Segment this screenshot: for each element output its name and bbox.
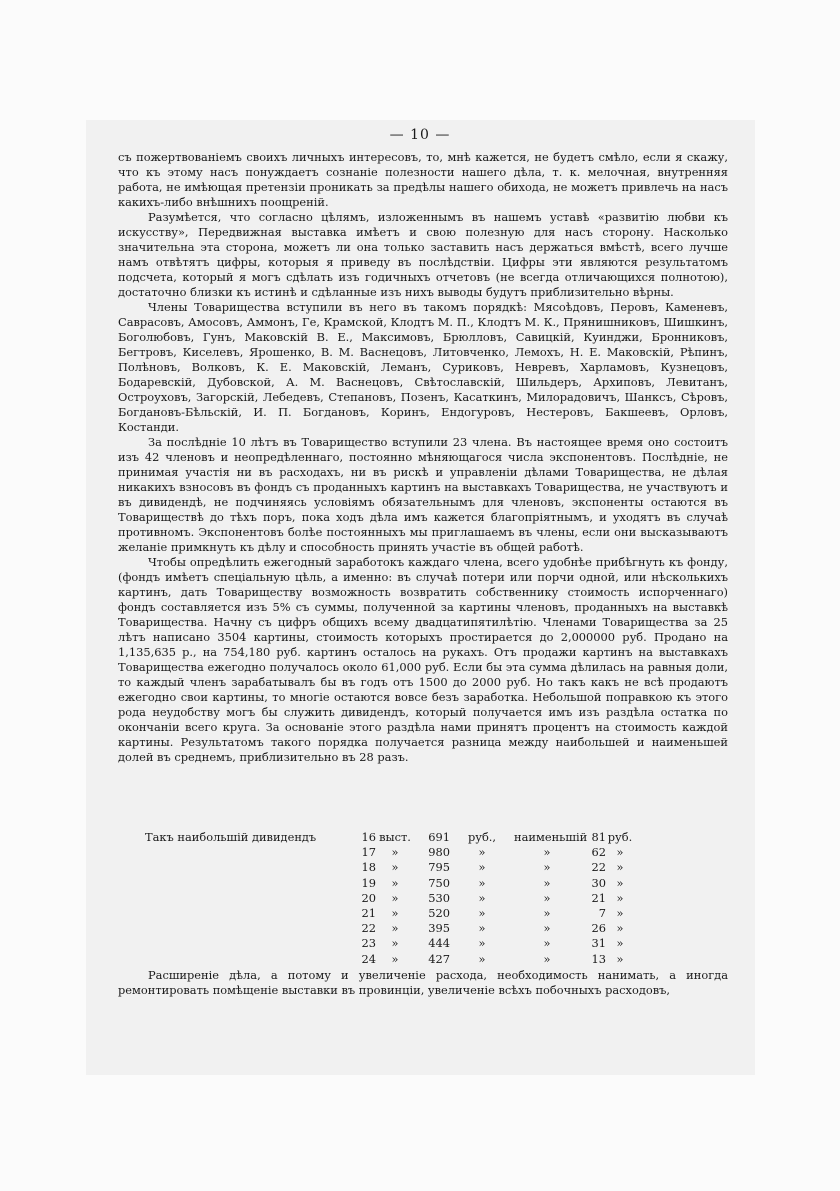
exhibition-number: 23 [361, 936, 376, 951]
min-dividend: 13 [591, 951, 606, 966]
table-row [145, 830, 634, 845]
min-dividend: 81 [591, 830, 606, 844]
max-dividend: 520 [428, 906, 450, 921]
ditto-mark: » [478, 936, 486, 951]
paragraph: За послѣдніе 10 лѣтъ въ Товарищество вступили 23 члена. Въ настоящее время оно состоитъ изъ 42 членовъ и неопредѣленнаго, постоянно мѣняющагося числа экспонентовъ. Послѣдніе, не принимая участія ни въ расходахъ, ни въ рискѣ и управленіи дѣлами Товарищества, не дѣлая никакихъ взносовъ въ фондъ съ проданныхъ картинъ на выставкахъ Товарищества, не участвуютъ и въ дивидендѣ, не подчиняясь условіямъ обязательнымъ для членовъ, экспоненты остаются въ Товариществѣ до тѣхъ поръ, пока ходъ дѣла имъ кажется благопріятнымъ, и уходятъ въ случаѣ противномъ. Экспонентовъ болѣе постоянныхъ мы приглашаемъ въ члены, если они высказываютъ желаніе примкнуть къ дѣлу и способность принять участіе въ общей работѣ. [118, 435, 728, 554]
ditto-mark: » [616, 890, 624, 905]
min-dividend: 26 [591, 921, 606, 936]
max-dividend: 795 [428, 860, 450, 875]
ditto-mark: » [478, 875, 486, 890]
max-dividend: 980 [428, 845, 450, 860]
max-dividend: 691 [428, 830, 450, 844]
table-row [145, 921, 634, 936]
dividend-table [145, 830, 634, 967]
ditto-mark: » [616, 951, 624, 966]
paragraph: Члены Товарищества вступили въ него въ такомъ порядкѣ: Мясоѣдовъ, Перовъ, Каменевъ, Саврасовъ, Амосовъ, Аммонъ, Ге, Крамской, Клодтъ М. П., Клодтъ М. К., Прянишниковъ, Шишкинъ, Боголюбовъ, Гунъ, Маковскій В. Е., Максимовъ, Брюлловъ, Савицкій, Куинджи, Бронниковъ, Бегтровъ, Киселевъ, Ярошенко, В. М. Васнецовъ, Литовченко, Лемохъ, Н. Е. Маковскій, Рѣпинъ, Полѣновъ, Волковъ, К. Е. Маковскій, Леманъ, Суриковъ, Невревъ, Харламовъ, Кузнецовъ, Бодаревскій, Дубовской, А. М. Васнецовъ, Свѣтославскій, Шильдеръ, Архиповъ, Левитанъ, Остроуховъ, Загорскій, Лебедевъ, Степановъ, Позенъ, Касаткинъ, Милорадовичъ, Шанксъ, Сѣровъ, Богдановъ-Бѣльскій, И. П. Богдановъ, Коринъ, Ендогуровъ, Нестеровъ, Бакшеевъ, Орловъ, Костанди. [118, 300, 728, 434]
exhibition-number: 19 [361, 875, 376, 890]
ditto-mark: » [616, 936, 624, 951]
exhibition-number: 18 [361, 860, 376, 875]
min-unit: руб. [607, 830, 633, 844]
max-dividend: 444 [428, 936, 450, 951]
exhibition-number: 22 [361, 921, 376, 936]
exhibition-number: 21 [361, 906, 376, 921]
exhibition-number: 20 [361, 890, 376, 905]
ditto-mark: » [391, 890, 399, 905]
exhibition-number: 16 [361, 830, 376, 844]
ditto-mark: » [616, 921, 624, 936]
ditto-mark: » [616, 906, 624, 921]
ditto-mark: » [543, 875, 551, 890]
table-row [145, 860, 634, 875]
exhibition-number: 24 [361, 951, 376, 966]
page-number: — 10 — [389, 127, 451, 143]
min-dividend: 62 [591, 845, 606, 860]
max-unit: руб., [467, 830, 497, 844]
ditto-mark: » [616, 860, 624, 875]
ditto-mark: » [543, 860, 551, 875]
ditto-mark: » [616, 845, 624, 860]
paragraph: Разумѣется, что согласно цѣлямъ, изложеннымъ въ нашемъ уставѣ «развитію любви къ искусству», Передвижная выставка имѣетъ и свою полезную для насъ сторону. Насколько значительна эта сторона, можетъ ли она только заставить насъ держаться вмѣстѣ, всего лучше намъ отвѣтятъ цифры, которыя я приведу въ послѣдствіи. Цифры эти являются результатомъ подсчета, который я могъ сдѣлать изъ годичныхъ отчетовъ (не всегда отличающихся полнотою), достаточно близки къ истинѣ и сдѣланные изъ нихъ выводы будутъ приблизительно вѣрны. [118, 210, 728, 299]
min-label: наименьшій [514, 830, 588, 844]
paragraph: Расширеніе дѣла, а потому и увеличеніе расхода, необходимость нанимать, а иногда ремонтировать помѣщеніе выставки въ провинціи, увеличеніе всѣхъ побочныхъ расходовъ, [118, 968, 728, 997]
ditto-mark: » [391, 875, 399, 890]
ditto-mark: » [391, 845, 399, 860]
closing-text [118, 968, 728, 998]
ditto-mark: » [391, 906, 399, 921]
max-dividend: 530 [428, 890, 450, 905]
exhibition-label: выст. [379, 830, 411, 844]
max-dividend: 427 [428, 951, 450, 966]
ditto-mark: » [391, 860, 399, 875]
min-dividend: 31 [591, 936, 606, 951]
ditto-mark: » [543, 921, 551, 936]
max-dividend: 395 [428, 921, 450, 936]
ditto-mark: » [478, 906, 486, 921]
min-dividend: 21 [591, 890, 606, 905]
ditto-mark: » [391, 921, 399, 936]
paragraph: Чтобы опредѣлить ежегодный заработокъ каждаго члена, всего удобнѣе прибѣгнуть къ фонду, (фондъ имѣетъ спеціальную цѣль, а именно: въ случаѣ потери или порчи одной, или нѣсколькихъ картинъ, дать Товариществу возможность возвратить собственнику стоимость испорченнаго) фондъ составляется изъ 5% съ суммы, полученной за картины членовъ, проданныхъ на выставкѣ Товарищества. Начну съ цифръ общихъ всему двадцатипятилѣтію. Членами Товарищества за 25 лѣтъ написано 3504 картины, стоимость которыхъ простирается до 2,000000 руб. Продано на 1,135,635 р., на 754,180 руб. картинъ осталось на рукахъ. Отъ продажи картинъ на выставкахъ Товарищества ежегодно получалось около 61,000 руб. Если бы эта сумма дѣлилась на равныя доли, то каждый членъ зарабатывалъ бы въ годъ отъ 1500 до 2000 руб. Но такъ какъ не всѣ продаютъ ежегодно свои картины, то многіе остаются вовсе безъ заработка. Небольшой поправкою къ этого рода неудобству могъ бы служить дивидендъ, который получается имъ изъ раздѣла остатка по окончаніи всего круга. За основаніе этого раздѣла нами принятъ процентъ на стоимость каждой картины. Результатомъ такого порядка получается разница между наибольшей и наименьшей долей въ среднемъ, приблизительно въ 28 разъ. [118, 555, 728, 764]
ditto-mark: » [543, 906, 551, 921]
ditto-mark: » [478, 890, 486, 905]
min-dividend: 22 [591, 860, 606, 875]
table-row [145, 952, 634, 967]
max-dividend: 750 [428, 875, 450, 890]
table-row [145, 876, 634, 891]
ditto-mark: » [543, 845, 551, 860]
table-lead: Такъ наибольшій дивидендъ [145, 830, 317, 844]
table-row [145, 891, 634, 906]
body-text [118, 150, 728, 765]
ditto-mark: » [478, 951, 486, 966]
ditto-mark: » [478, 921, 486, 936]
ditto-mark: » [478, 845, 486, 860]
min-dividend: 7 [598, 906, 606, 921]
exhibition-number: 17 [361, 845, 376, 860]
ditto-mark: » [478, 860, 486, 875]
ditto-mark: » [391, 936, 399, 951]
table-row [145, 906, 634, 921]
ditto-mark: » [616, 875, 624, 890]
min-dividend: 30 [591, 875, 606, 890]
ditto-mark: » [543, 936, 551, 951]
ditto-mark: » [543, 890, 551, 905]
table-row [145, 936, 634, 951]
paragraph: съ пожертвованіемъ своихъ личныхъ интересовъ, то, мнѣ кажется, не будетъ смѣло, если я скажу, что къ этому насъ понуждаетъ сознаніе полезности нашего дѣла, т. к. мелочная, внутренняя работа, не имѣющая претензіи проникать за предѣлы нашего обихода, не можетъ привлечь на насъ какихъ-либо внѣшнихъ поощреній. [118, 150, 728, 209]
table-row [145, 845, 634, 860]
ditto-mark: » [543, 951, 551, 966]
ditto-mark: » [391, 951, 399, 966]
